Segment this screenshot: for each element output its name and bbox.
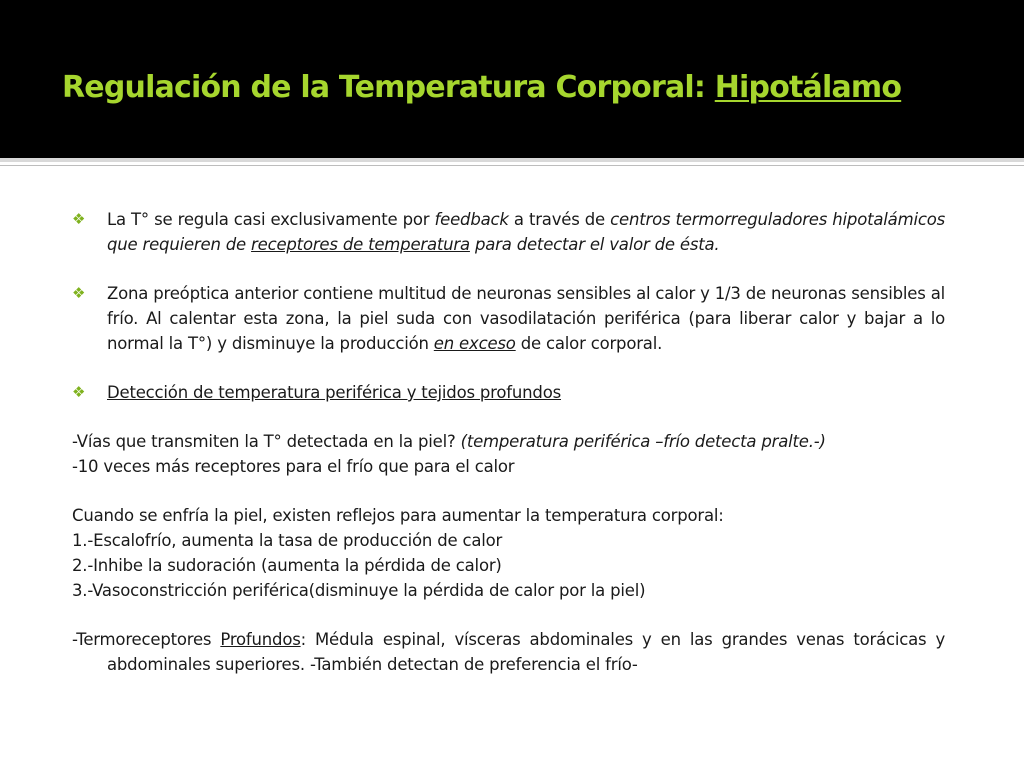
diamond-bullet-icon: ❖ xyxy=(72,383,86,401)
bullet-paragraph-3 xyxy=(72,380,945,405)
list-item-3: 3.-Vasoconstricción periférica(disminuye la pérdida de calor por la piel) xyxy=(72,581,646,600)
bullet-paragraph-2 xyxy=(72,281,945,356)
text-italic: feedback xyxy=(434,210,509,229)
text-segment: Zona preóptica anterior contiene multitud de neuronas sensibles al calor y 1/3 de neuronas sensibles al frío. Al calentar esta zona, la piel suda con vasodilatación periférica (para liberar calor y bajar a lo normal la T°) y disminuye la producción xyxy=(107,284,945,353)
text-segment: -Termoreceptores xyxy=(72,630,221,649)
text-segment: -Vías que transmiten la T° detectada en la piel? xyxy=(72,432,461,451)
list-item-2: 2.-Inhibe la sudoración (aumenta la pérdida de calor) xyxy=(72,556,502,575)
text-italic-underlined: receptores de temperatura xyxy=(251,235,470,254)
title-bar xyxy=(0,0,1024,158)
diamond-bullet-icon: ❖ xyxy=(72,284,86,302)
slide-title-link[interactable]: Hipotálamo xyxy=(714,70,902,105)
bullet-paragraph-1 xyxy=(72,207,945,257)
slide-title-text: Regulación de la Temperatura Corporal: xyxy=(62,70,715,105)
diamond-bullet-icon: ❖ xyxy=(72,210,86,228)
text-italic: centros termorreguladores hipotalámicos que requieren de xyxy=(107,210,946,254)
text-segment: de calor corporal. xyxy=(515,334,663,353)
list-item-1: 1.-Escalofrío, aumenta la tasa de producción de calor xyxy=(72,531,503,550)
text-underlined: Profundos xyxy=(220,630,301,649)
line-reflejos-intro: Cuando se enfría la piel, existen reflejos para aumentar la temperatura corporal: xyxy=(72,506,724,525)
text-underlined: Detección de temperatura periférica y tejidos profundos xyxy=(107,383,561,402)
text-italic: para detectar el valor de ésta. xyxy=(469,235,720,254)
line-vias xyxy=(72,429,945,454)
text-italic: (temperatura periférica –frío detecta pralte.-) xyxy=(460,432,826,451)
text-segment: : Médula espinal, vísceras abdominales y en las grandes venas torácicas y abdominales superiores. -También detectan de preferencia el frío- xyxy=(107,630,946,674)
slide-body xyxy=(72,207,945,677)
text-segment: La T° se regula casi exclusivamente por xyxy=(107,210,435,229)
line-receptores: -10 veces más receptores para el frío que para el calor xyxy=(72,457,515,476)
line-termoreceptores xyxy=(72,627,945,677)
header-divider xyxy=(0,158,1024,162)
text-italic-underlined: en exceso xyxy=(433,334,516,353)
text-segment: a través de xyxy=(508,210,611,229)
header-divider-thin xyxy=(0,165,1024,166)
slide-title xyxy=(62,70,962,105)
